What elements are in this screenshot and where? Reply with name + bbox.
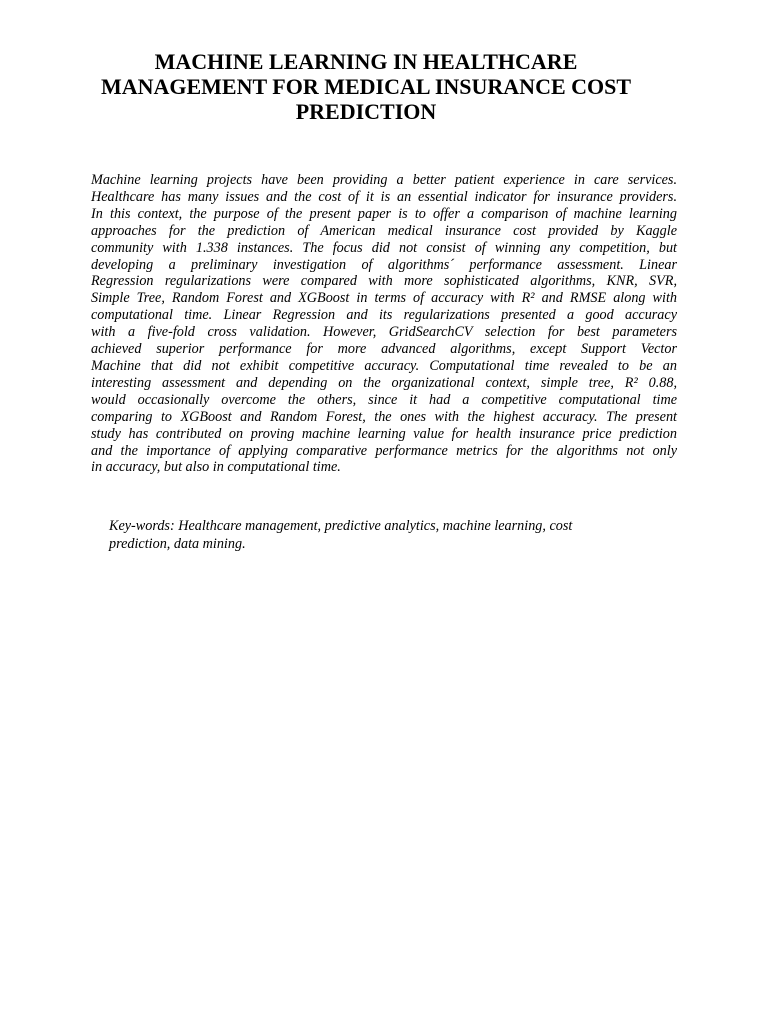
keywords-paragraph bbox=[109, 518, 649, 553]
abstract-line: community with 1.338 instances. The focus did not consist of winning any competition, but bbox=[91, 239, 677, 256]
abstract-line: computational time. Linear Regression and its regularizations presented a good accuracy bbox=[91, 307, 677, 324]
abstract-line: approaches for the prediction of American medical insurance cost provided by Kaggle bbox=[91, 222, 677, 239]
abstract-line: interesting assessment and depending on the organizational context, simple tree, R² 0.88, bbox=[91, 374, 677, 391]
abstract-line: in accuracy, but also in computational time. bbox=[91, 459, 341, 476]
abstract-line: Regression regularizations were compared with more sophisticated algorithms, KNR, SVR, bbox=[91, 273, 677, 290]
paper-title bbox=[60, 49, 672, 124]
abstract-line: Healthcare has many issues and the cost of it is an essential indicator for insurance providers. bbox=[91, 188, 677, 205]
title-line: MACHINE LEARNING IN HEALTHCARE bbox=[154, 49, 578, 74]
abstract-line: In this context, the purpose of the present paper is to offer a comparison of machine learning bbox=[91, 205, 677, 222]
abstract-line: Simple Tree, Random Forest and XGBoost in terms of accuracy with R² and RMSE along with bbox=[91, 290, 677, 307]
abstract-line: and the importance of applying comparative performance metrics for the algorithms not only bbox=[91, 442, 677, 459]
abstract-line: Machine learning projects have been providing a better patient experience in care services. bbox=[91, 172, 677, 188]
title-line: PREDICTION bbox=[295, 99, 437, 124]
keywords-line: prediction, data mining. bbox=[109, 535, 246, 552]
abstract-line: achieved superior performance for more advanced algorithms, except Support Vector bbox=[91, 341, 677, 358]
abstract-paragraph bbox=[91, 172, 677, 476]
abstract-line: with a five-fold cross validation. However, GridSearchCV selection for best parameters bbox=[91, 324, 677, 341]
abstract-line: comparing to XGBoost and Random Forest, the ones with the highest accuracy. The present bbox=[91, 408, 677, 425]
abstract-line: study has contributed on proving machine learning value for health insurance price prediction bbox=[91, 425, 677, 442]
title-line: MANAGEMENT FOR MEDICAL INSURANCE COST bbox=[100, 74, 632, 99]
abstract-line: developing a preliminary investigation of algorithms´ performance assessment. Linear bbox=[91, 256, 677, 273]
abstract-line: Machine that did not exhibit competitive accuracy. Computational time revealed to be an bbox=[91, 357, 677, 374]
keywords-line: Key-words: Healthcare management, predictive analytics, machine learning, cost bbox=[109, 518, 573, 534]
abstract-line: would occasionally overcome the others, since it had a competitive computational time bbox=[91, 391, 677, 408]
